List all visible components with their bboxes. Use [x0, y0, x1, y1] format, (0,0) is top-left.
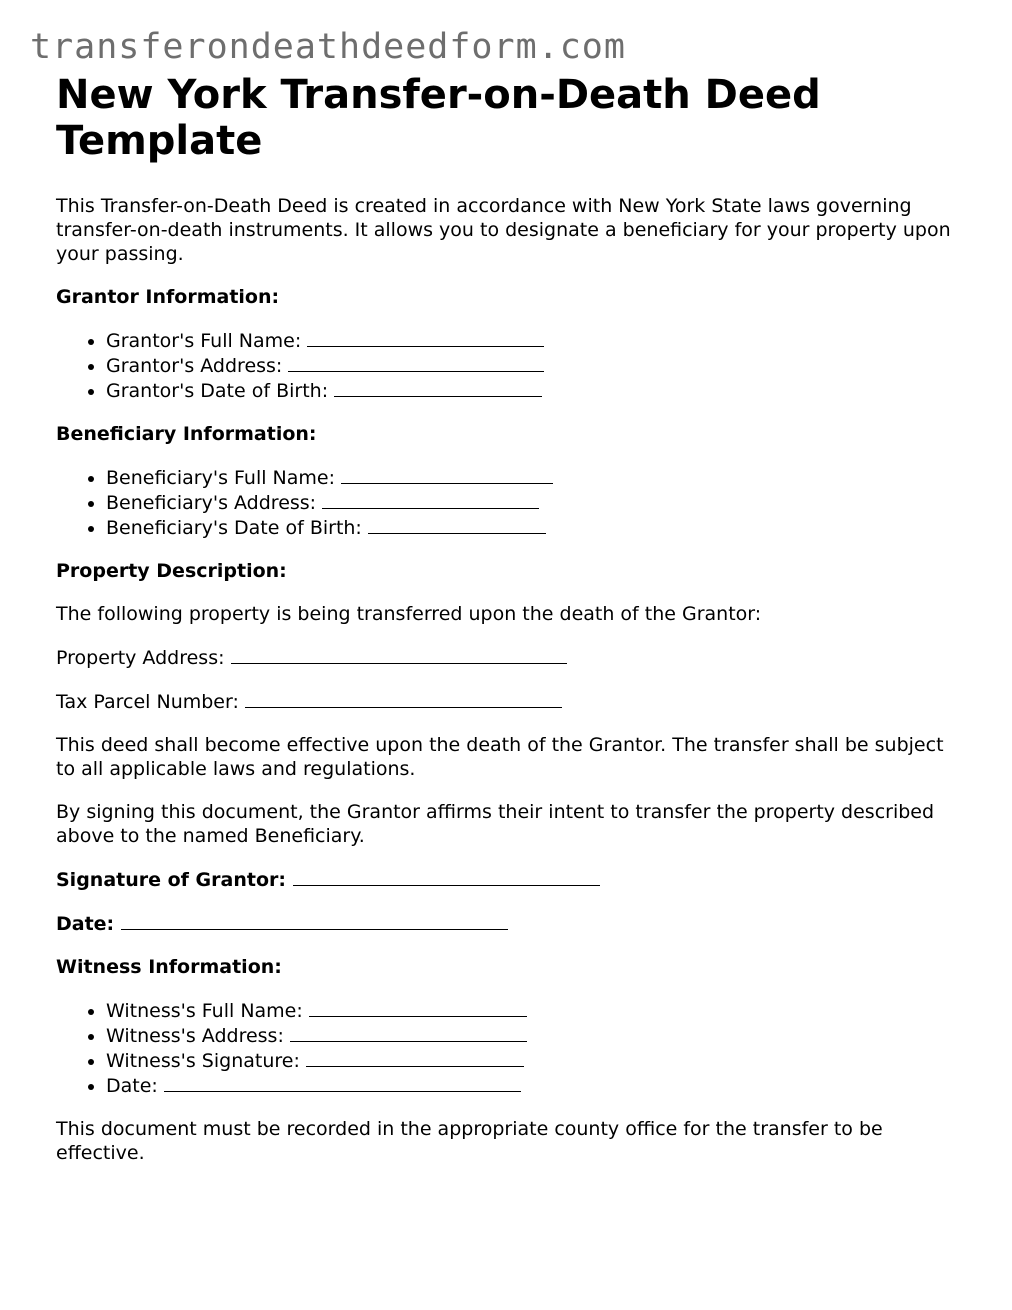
property-address-field [56, 645, 956, 670]
grantor-dob-field [106, 378, 956, 403]
recording-paragraph: This document must be recorded in the appropriate county office for the transfer to be effective. [56, 1118, 883, 1164]
witness-full-name-field [106, 998, 956, 1023]
signature-blank[interactable] [293, 867, 600, 886]
page-title: New York Transfer-on-Death Deed Template [56, 72, 821, 164]
beneficiary-full-name-field [106, 465, 956, 490]
field-label: Witness's Signature: [106, 1050, 300, 1072]
grantor-full-name-field [106, 328, 956, 353]
property-address-blank[interactable] [231, 645, 567, 664]
witness-heading: Witness Information: [56, 956, 282, 978]
witness-date-field [106, 1073, 956, 1098]
signature-label: Signature of Grantor: [56, 869, 286, 891]
field-label: Grantor's Address: [106, 355, 283, 377]
date-field [56, 911, 956, 936]
beneficiary-heading: Beneficiary Information: [56, 423, 317, 445]
witness-field-list [56, 998, 956, 1098]
beneficiary-dob-blank[interactable] [368, 515, 546, 534]
witness-address-field [106, 1023, 956, 1048]
witness-full-name-blank[interactable] [309, 998, 527, 1017]
beneficiary-address-field [106, 490, 956, 515]
witness-signature-field [106, 1048, 956, 1073]
field-label: Tax Parcel Number: [56, 691, 239, 713]
grantor-address-blank[interactable] [288, 353, 544, 372]
witness-address-blank[interactable] [290, 1023, 527, 1042]
field-label: Witness's Full Name: [106, 1000, 303, 1022]
site-watermark: transferondeathdeedform.com [30, 27, 626, 67]
intro-paragraph: This Transfer-on-Death Deed is created in accordance with New York State laws governing transfer-on-death instruments. It allows you to designate a beneficiary for your property upon your passing. [56, 195, 951, 265]
grantor-dob-blank[interactable] [334, 378, 542, 397]
witness-date-blank[interactable] [164, 1073, 521, 1092]
deed-document [56, 72, 956, 1184]
signature-field [56, 867, 956, 892]
property-heading: Property Description: [56, 560, 287, 582]
tax-parcel-blank[interactable] [245, 689, 562, 708]
beneficiary-full-name-blank[interactable] [341, 465, 553, 484]
date-blank[interactable] [121, 911, 508, 930]
property-text: The following property is being transferred upon the death of the Grantor: [56, 603, 762, 625]
field-label: Beneficiary's Full Name: [106, 467, 335, 489]
affirm-paragraph: By signing this document, the Grantor affirms their intent to transfer the property described above to the named Beneficiary. [56, 801, 935, 847]
grantor-full-name-blank[interactable] [307, 328, 544, 347]
witness-signature-blank[interactable] [306, 1048, 524, 1067]
beneficiary-dob-field [106, 515, 956, 540]
grantor-field-list [56, 328, 956, 403]
field-label: Beneficiary's Address: [106, 492, 317, 514]
field-label: Grantor's Full Name: [106, 330, 302, 352]
field-label: Property Address: [56, 647, 225, 669]
field-label: Beneficiary's Date of Birth: [106, 517, 362, 539]
beneficiary-address-blank[interactable] [322, 490, 539, 509]
effective-paragraph: This deed shall become effective upon the death of the Grantor. The transfer shall be subject to all applicable laws and regulations. [56, 734, 944, 780]
date-label: Date: [56, 913, 115, 935]
beneficiary-field-list [56, 465, 956, 540]
tax-parcel-field [56, 689, 956, 714]
field-label: Date: [106, 1075, 158, 1097]
field-label: Witness's Address: [106, 1025, 284, 1047]
field-label: Grantor's Date of Birth: [106, 380, 329, 402]
grantor-address-field [106, 353, 956, 378]
grantor-heading: Grantor Information: [56, 286, 280, 308]
